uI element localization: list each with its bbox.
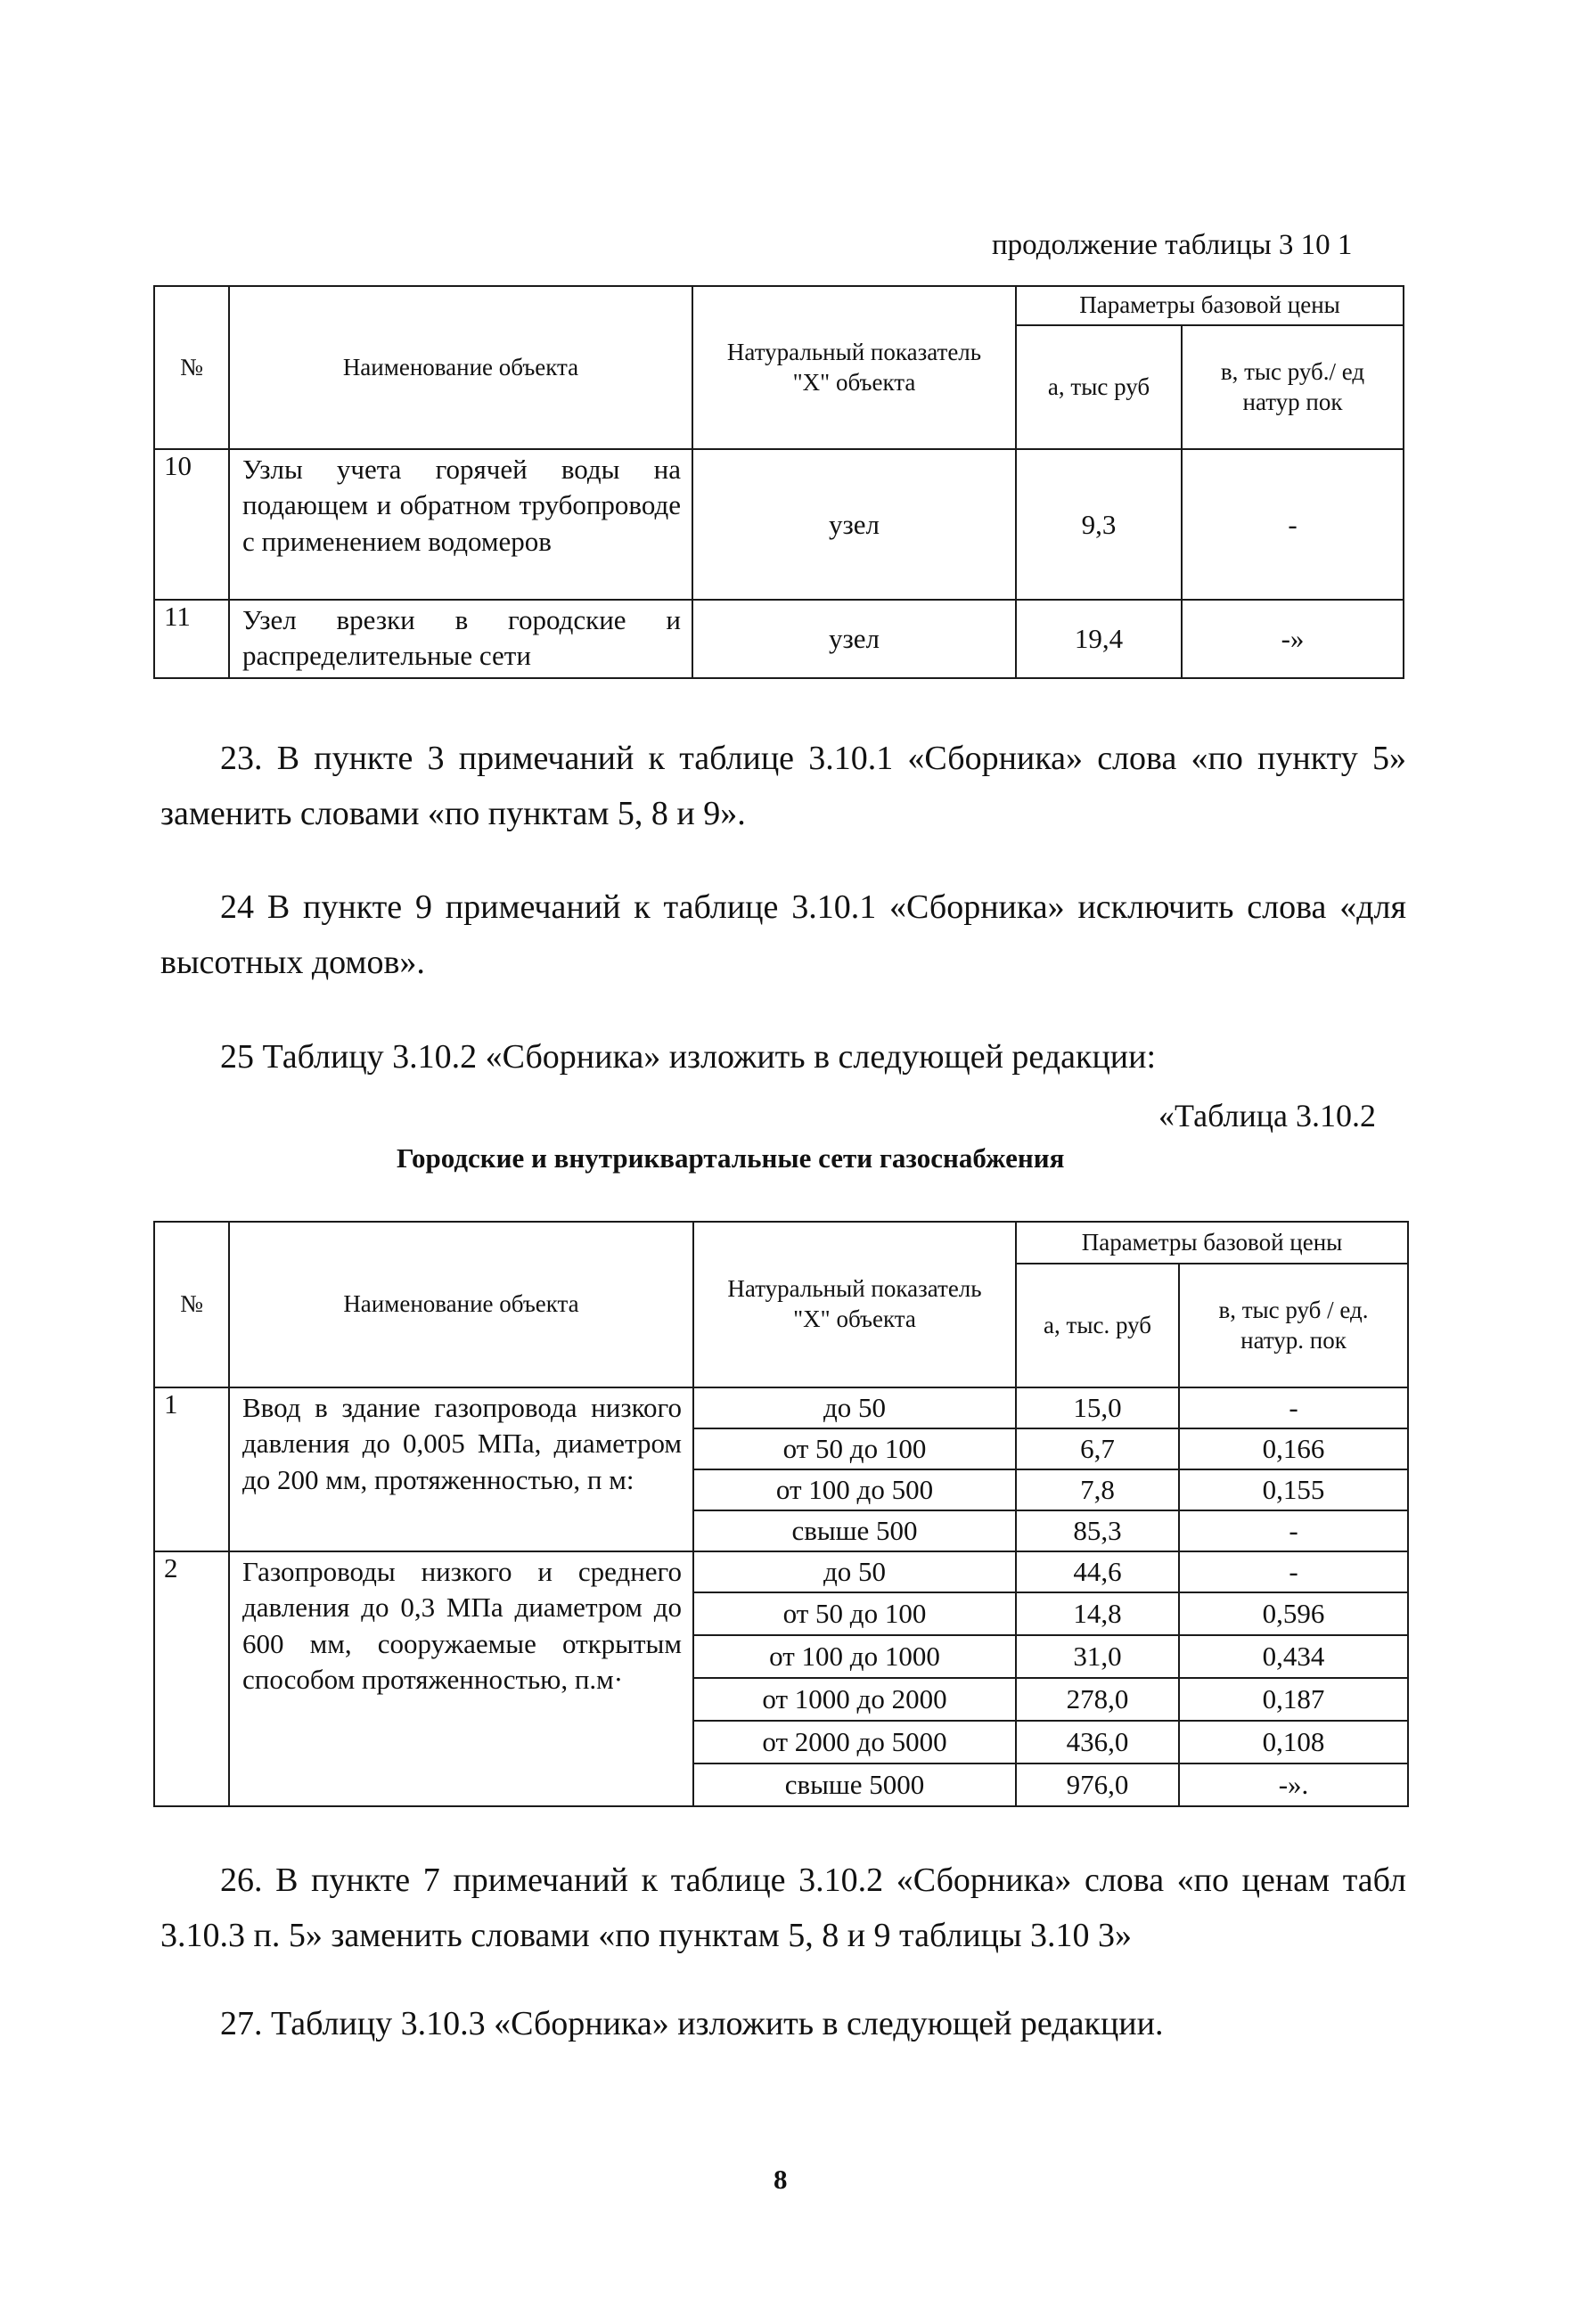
header-name: Наименование объекта <box>229 286 692 449</box>
row-a: 7,8 <box>1016 1469 1179 1510</box>
row-name: Ввод в здание газопровода низкого давления до 0,005 МПа, диаметром до 200 мм, протяженностью, п м: <box>229 1387 693 1551</box>
row-num: 1 <box>154 1387 229 1551</box>
row-a: 976,0 <box>1016 1763 1179 1806</box>
row-indicator: узел <box>692 449 1016 600</box>
row-name: Газопроводы низкого и среднего давления до 0,3 МПа диаметром до 600 мм, сооружаемые открытым способом протяженностью, п.м· <box>229 1551 693 1806</box>
row-indicator: от 50 до 100 <box>693 1592 1016 1635</box>
row-b: -» <box>1182 600 1404 678</box>
row-indicator: от 100 до 1000 <box>693 1635 1016 1678</box>
table-row <box>154 600 1404 678</box>
paragraph-27 <box>160 1996 1406 2051</box>
row-b: 0,166 <box>1179 1428 1408 1469</box>
row-a: 9,3 <box>1016 449 1182 600</box>
row-a: 85,3 <box>1016 1510 1179 1551</box>
paragraph-24-text: 24 В пункте 9 примечаний к таблице 3.10.1 «Сборника» исключить слова «для высотных домов». <box>160 888 1406 981</box>
page-number: 8 <box>774 2164 788 2195</box>
header-b: в, тыс руб./ ед натур пок <box>1182 325 1404 449</box>
table-heading: Городские и внутриквартальные сети газоснабжения <box>397 1142 1065 1174</box>
row-b: - <box>1179 1510 1408 1551</box>
row-b: - <box>1182 449 1404 600</box>
header-name: Наименование объекта <box>229 1222 693 1387</box>
row-a: 15,0 <box>1016 1387 1179 1428</box>
row-b: 0,108 <box>1179 1721 1408 1763</box>
header-num: № <box>154 1222 229 1387</box>
paragraph-25-text: 25 Таблицу 3.10.2 «Сборника» изложить в следующей редакции: <box>220 1038 1157 1076</box>
row-name: Узел врезки в городские и распределительные сети <box>229 600 692 678</box>
row-a: 19,4 <box>1016 600 1182 678</box>
paragraph-25 <box>160 1029 1406 1084</box>
continuation-caption: продолжение таблицы 3 10 1 <box>992 229 1353 261</box>
row-a: 278,0 <box>1016 1678 1179 1721</box>
row-a: 436,0 <box>1016 1721 1179 1763</box>
row-b: 0,596 <box>1179 1592 1408 1635</box>
row-indicator: от 1000 до 2000 <box>693 1678 1016 1721</box>
header-num: № <box>154 286 229 449</box>
paragraph-23-text: 23. В пункте 3 примечаний к таблице 3.10.1 «Сборника» слова «по пункту 5» заменить словами «по пунктам 5, 8 и 9». <box>160 740 1406 832</box>
row-b: 0,187 <box>1179 1678 1408 1721</box>
row-b: -». <box>1179 1763 1408 1806</box>
row-num: 10 <box>154 449 229 600</box>
header-indicator: Натуральный показатель "X" объекта <box>692 286 1016 449</box>
row-indicator: узел <box>692 600 1016 678</box>
row-b: 0,155 <box>1179 1469 1408 1510</box>
header-a: а, тыс. руб <box>1016 1264 1179 1387</box>
paragraph-24 <box>160 880 1406 990</box>
table-3-10-1-continuation <box>153 285 1404 679</box>
row-a: 31,0 <box>1016 1635 1179 1678</box>
row-indicator: свыше 5000 <box>693 1763 1016 1806</box>
row-a: 6,7 <box>1016 1428 1179 1469</box>
table-row <box>154 449 1404 600</box>
table-label: «Таблица 3.10.2 <box>1158 1098 1376 1133</box>
paragraph-26-text: 26. В пункте 7 примечаний к таблице 3.10.2 «Сборника» слова «по ценам табл 3.10.3 п. 5» заменить словами «по пунктам 5, 8 и 9 таблицы 3.10 3» <box>160 1862 1406 1954</box>
table-row <box>154 1387 1408 1428</box>
header-params: Параметры базовой цены <box>1016 286 1404 325</box>
row-a: 44,6 <box>1016 1551 1179 1592</box>
row-b: - <box>1179 1387 1408 1428</box>
table-3-10-2 <box>153 1221 1409 1807</box>
paragraph-27-text: 27. Таблицу 3.10.3 «Сборника» изложить в следующей редакции. <box>220 2005 1164 2042</box>
row-b: - <box>1179 1551 1408 1592</box>
row-num: 2 <box>154 1551 229 1806</box>
row-indicator: до 50 <box>693 1551 1016 1592</box>
row-a: 14,8 <box>1016 1592 1179 1635</box>
row-indicator: от 100 до 500 <box>693 1469 1016 1510</box>
header-b: в, тыс руб / ед. натур. пок <box>1179 1264 1408 1387</box>
paragraph-23 <box>160 731 1406 841</box>
row-b: 0,434 <box>1179 1635 1408 1678</box>
header-indicator: Натуральный показатель "X" объекта <box>693 1222 1016 1387</box>
paragraph-26 <box>160 1853 1406 1963</box>
row-num: 11 <box>154 600 229 678</box>
header-a: а, тыс руб <box>1016 325 1182 449</box>
header-params: Параметры базовой цены <box>1016 1222 1408 1264</box>
row-indicator: от 50 до 100 <box>693 1428 1016 1469</box>
row-name: Узлы учета горячей воды на подающем и обратном трубопроводе с применением водомеров <box>229 449 692 600</box>
table-row <box>154 1551 1408 1592</box>
row-indicator: от 2000 до 5000 <box>693 1721 1016 1763</box>
row-indicator: свыше 500 <box>693 1510 1016 1551</box>
row-indicator: до 50 <box>693 1387 1016 1428</box>
